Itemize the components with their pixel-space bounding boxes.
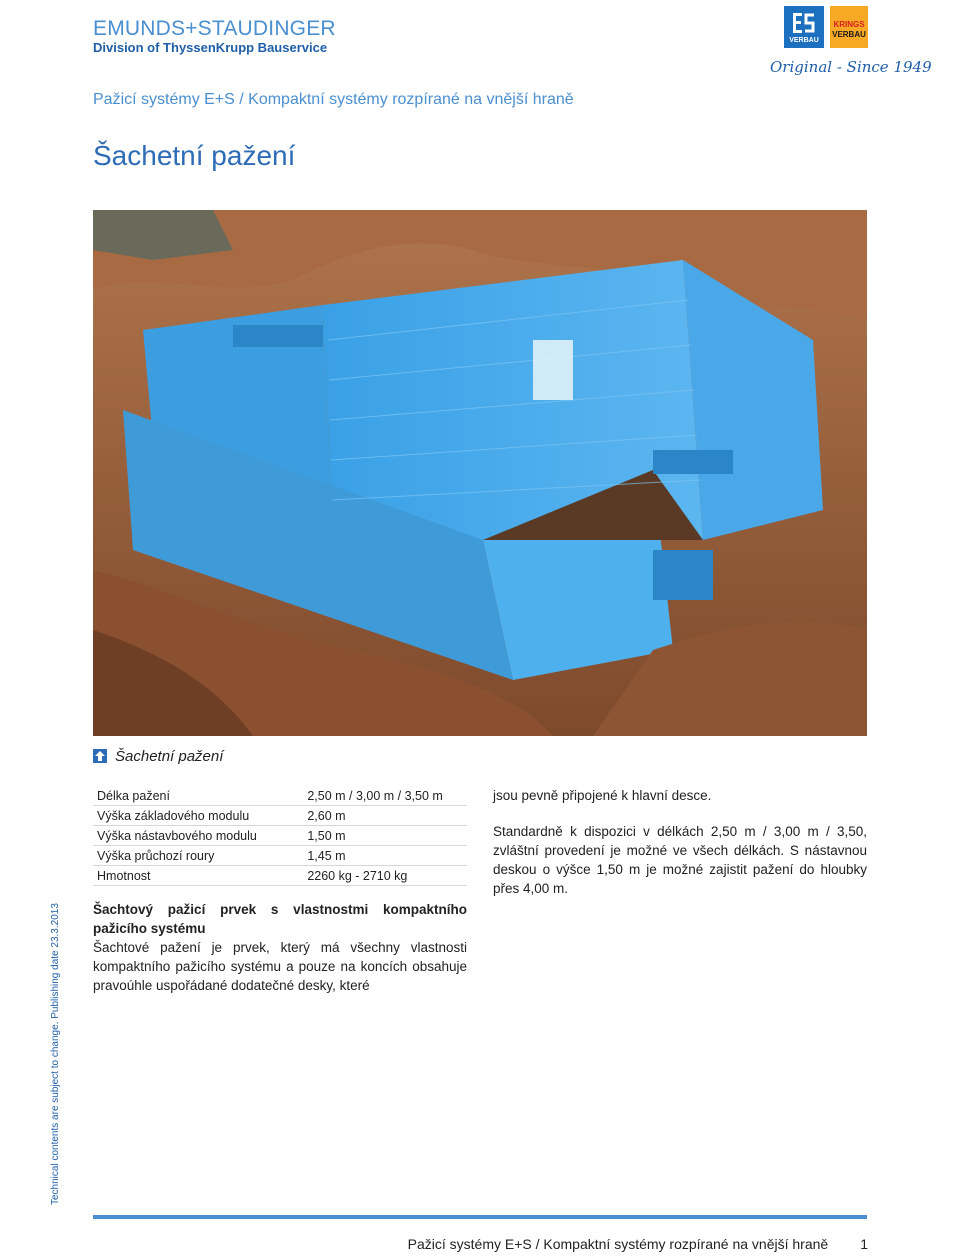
- company-logo: [93, 18, 336, 56]
- verbau-logo-label: VERBAU: [789, 37, 819, 44]
- photo-illustration: [93, 210, 867, 736]
- spec-label: Hmotnost: [93, 866, 281, 886]
- body-left-column: [93, 900, 467, 995]
- page-number: 1: [860, 1236, 868, 1252]
- table-row: [93, 826, 467, 846]
- brand-logos: [770, 6, 932, 86]
- spec-value: 1,50 m: [281, 826, 467, 846]
- body-paragraph: Standardně k dispozici v délkách 2,50 m / 3,00 m / 3,50, zvláštní provedení je možné ve všech délkách. S nástavnou deskou o výšce 1,50 m je možné zajistit pažení do hloubky přes 4,00 m.: [493, 824, 867, 896]
- footer-divider: [93, 1215, 867, 1219]
- krings-logo-label-top: KRINGS: [833, 20, 865, 29]
- body-right-column: [493, 786, 867, 915]
- arrow-up-icon: [93, 749, 107, 763]
- shoring-shaft-photo: [93, 210, 867, 736]
- page-title: Šachetní pažení: [93, 140, 296, 171]
- publishing-note: Technical contents are subject to change. Publishing date 23.3.2013: [50, 903, 61, 1205]
- table-row: [93, 806, 467, 826]
- footer-title: Pažicí systémy E+S / Kompaktní systémy rozpírané na vnější hraně: [407, 1236, 829, 1252]
- spec-value: 1,45 m: [281, 846, 467, 866]
- body-paragraph-continued: jsou pevně připojené k hlavní desce.: [493, 788, 712, 803]
- body-paragraph: Šachtové pažení je prvek, který má všechny vlastnosti kompaktního pažicího systému a pouze na koncích obsahuje pravoúhle uspořádané dodatečné desky, které: [93, 940, 467, 993]
- spec-label: Délka pažení: [93, 786, 281, 806]
- verbau-logo: [784, 6, 824, 48]
- caption-text: Šachetní pažení: [115, 748, 224, 765]
- spec-value: 2,50 m / 3,00 m / 3,50 m: [281, 786, 467, 806]
- company-name: EMUNDS+STAUDINGER: [93, 17, 336, 40]
- section-heading: Šachtový pažicí prvek s vlastnostmi kompaktního pažicího systému: [93, 902, 467, 936]
- document-subtitle: Pažicí systémy E+S / Kompaktní systémy rozpírané na vnější hraně: [93, 91, 574, 108]
- table-row: [93, 786, 467, 806]
- table-row: [93, 866, 467, 886]
- krings-logo-label-bottom: VERBAU: [832, 30, 866, 39]
- table-row: [93, 846, 467, 866]
- photo-caption: [93, 748, 223, 765]
- es-logo-icon: [792, 11, 816, 35]
- spec-value: 2260 kg - 2710 kg: [281, 866, 467, 886]
- spec-value: 2,60 m: [281, 806, 467, 826]
- spec-label: Výška průchozí roury: [93, 846, 281, 866]
- spec-label: Výška nástavbového modulu: [93, 826, 281, 846]
- footer: [408, 1236, 868, 1252]
- company-division: Division of ThyssenKrupp Bauservice: [93, 40, 328, 55]
- spec-table: [93, 786, 467, 886]
- spec-label: Výška základového modulu: [93, 806, 281, 826]
- krings-logo: [830, 6, 868, 48]
- original-since-tagline: Original - Since 1949: [770, 58, 932, 76]
